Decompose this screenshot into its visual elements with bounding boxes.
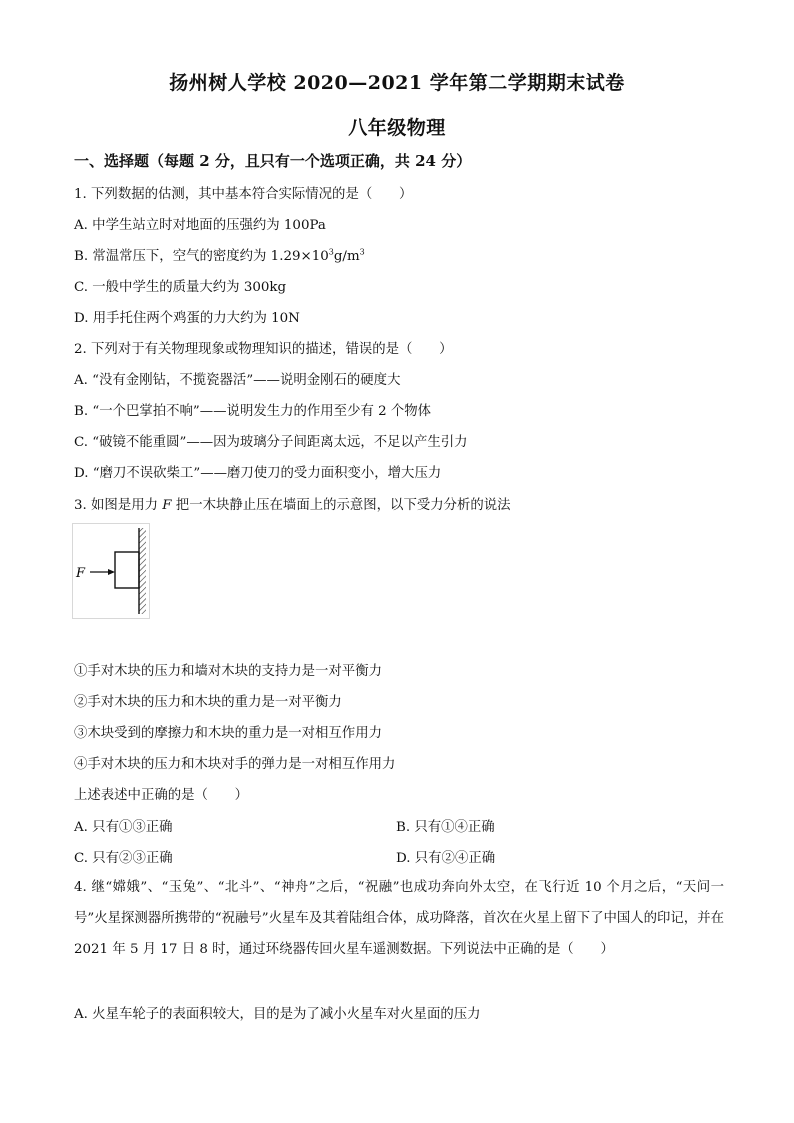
q3-option-c: C. 只有②③正确 — [74, 851, 173, 866]
exam-subtitle: 八年级物理 — [348, 117, 446, 139]
q1-option-a: A. 中学生站立时对地面的压强约为 100Pa — [74, 218, 326, 233]
q1-option-d: D. 用手托住两个鸡蛋的力大约为 10N — [74, 311, 300, 326]
q3-option-d: D. 只有②④正确 — [396, 851, 496, 866]
q3-stem: 3. 如图是用力 F 把一木块静止压在墙面上的示意图，以下受力分析的说法 — [74, 498, 511, 513]
q3-statement-2: ②手对木块的压力和木块的重力是一对平衡力 — [74, 695, 342, 710]
q2-option-c: C. “破镜不能重圆”——因为玻璃分子间距离太远，不足以产生引力 — [74, 435, 468, 450]
q3-statement-4: ④手对木块的压力和木块对手的弹力是一对相互作用力 — [74, 757, 396, 772]
wall-hatch — [139, 528, 146, 614]
q1-option-c: C. 一般中学生的质量大约为 300kg — [74, 280, 287, 295]
wall-block-figure — [73, 524, 149, 618]
q2-option-b: B. “一个巴掌拍不响”——说明发生力的作用至少有 2 个物体 — [74, 404, 432, 419]
q2-option-d: D. “磨刀不误砍柴工”——磨刀使刀的受力面积变小，增大压力 — [74, 466, 442, 481]
q4-stem: 4. 继“嫦娥”、“玉兔”、“北斗”、“神舟”之后，“祝融”也成功奔向外太空，在飞行近 10 个月之后，“天问一号”火星探测器所携带的“祝融号”火星车及其着陆组合体，成功降落，首次在火星上留下了中国人的印记，并在 2021 年 5 月 17 日 8 时，通过环绕器传回火星车遥测数据。下列说法中正确的是（ ） — [74, 880, 724, 957]
q3-statement-1: ①手对木块的压力和墙对木块的支持力是一对平衡力 — [74, 664, 382, 679]
q3-question: 上述表述中正确的是（ ） — [74, 788, 249, 803]
force-arrow-head — [108, 569, 115, 575]
q3-statement-3: ③木块受到的摩擦力和木块的重力是一对相互作用力 — [74, 726, 382, 741]
q3-option-b: B. 只有①④正确 — [396, 820, 495, 835]
q3-option-a: A. 只有①③正确 — [74, 820, 173, 835]
force-diagram — [72, 523, 150, 619]
q1-option-b: B. 常温常压下，空气的密度约为 $1.29\times 10^3g/m^3$ — [74, 247, 365, 264]
section-heading: 一、选择题（每题 2 分，且只有一个选项正确，共 24 分） — [74, 152, 472, 170]
exam-title: 扬州树人学校 2020—2021 学年第二学期期末试卷 — [169, 72, 625, 94]
q4-option-a: A. 火星车轮子的表面积较大，目的是为了减小火星车对火星面的压力 — [74, 1007, 481, 1022]
q1-stem: 1. 下列数据的估测，其中基本符合实际情况的是（ ） — [74, 187, 413, 202]
q2-option-a: A. “没有金刚钻，不揽瓷器活”——说明金刚石的硬度大 — [74, 373, 401, 388]
force-label: F — [76, 566, 86, 581]
wooden-block — [115, 552, 139, 588]
q2-stem: 2. 下列对于有关物理现象或物理知识的描述，错误的是（ ） — [74, 342, 453, 357]
